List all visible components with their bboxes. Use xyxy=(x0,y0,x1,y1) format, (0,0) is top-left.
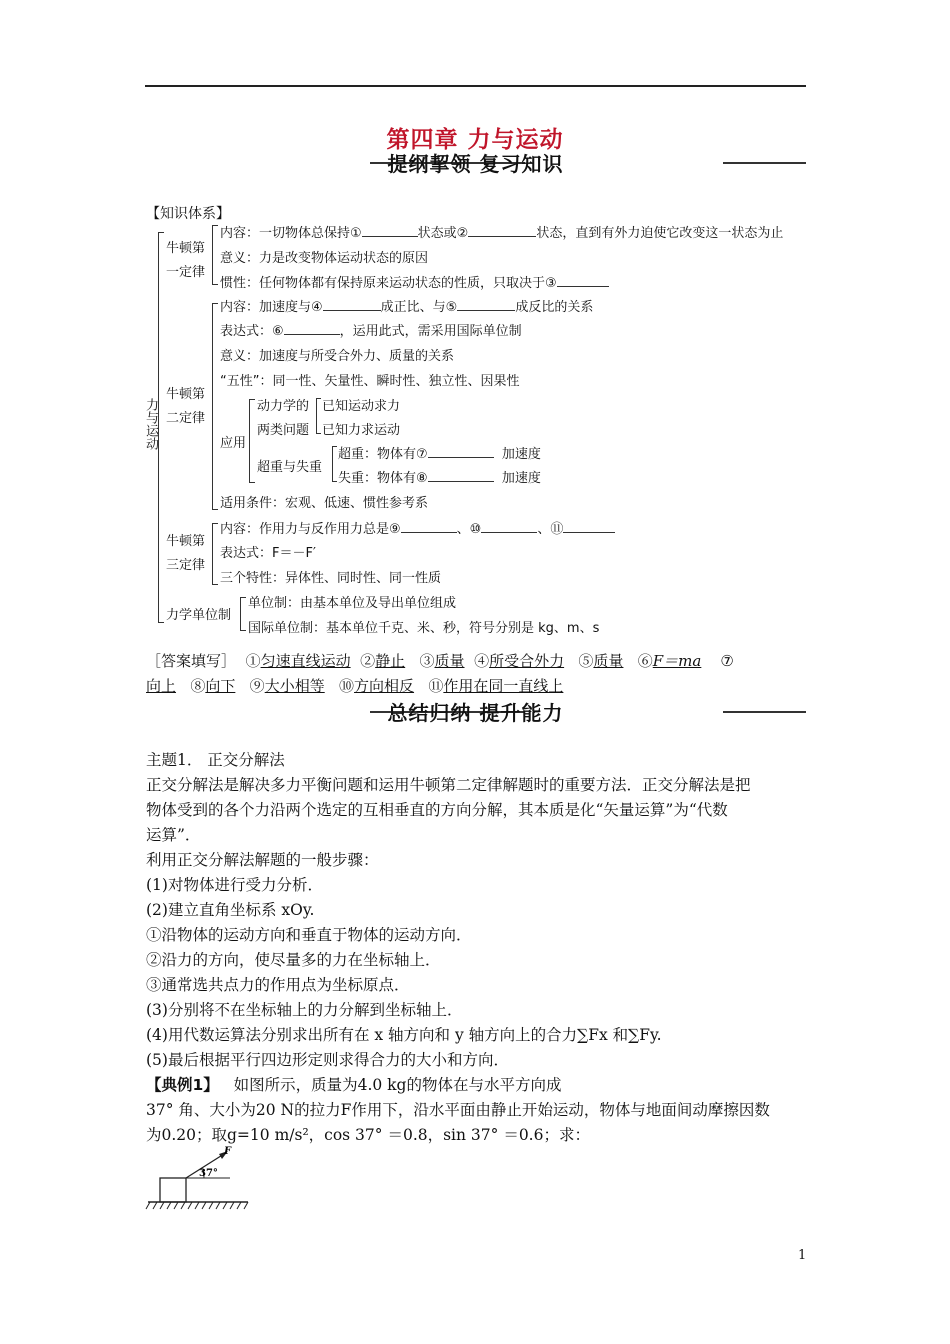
chapter-title: 第四章 力与运动 xyxy=(386,127,564,153)
answers-line-1: ［答案填写］ ①匀速直线运动 ②静止 ③质量 ④所受合外力 ⑤质量 ⑥F＝ma ⑦ xyxy=(146,652,734,670)
section-banner-summary xyxy=(145,697,806,727)
root-bracket xyxy=(158,232,159,622)
law1-label-1: 牛顿第 xyxy=(166,241,206,256)
units-system: 单位制：由基本单位及导出单位组成 xyxy=(248,596,457,611)
dynamics-label-2: 两类问题 xyxy=(257,423,310,438)
topic-title: 主题1． 正交分解法 xyxy=(146,751,285,769)
force-label: F xyxy=(224,1146,232,1157)
step-5: (5)最后根据平行四边形定则求得合力的大小和方向． xyxy=(146,1051,509,1069)
angle-label: 37° xyxy=(199,1168,218,1179)
law1-inertia: 惯性：任何物体都有保持原来运动状态的性质，只取决于③ xyxy=(220,272,609,291)
block xyxy=(160,1178,186,1202)
banner-title: 提纲挈领 复习知识 xyxy=(387,152,564,176)
topic-p1: 正交分解法是解决多力平衡问题和运用牛顿第二定律解题时的重要方法．正交分解法是把 xyxy=(146,776,751,794)
weightless-line: 失重：物体有⑧ 加速度 xyxy=(338,467,541,486)
law3-label-2: 三定律 xyxy=(166,558,206,573)
law1-bracket xyxy=(212,225,218,285)
law1-content: 内容：一切物体总保持① 状态或② 状态，直到有外力迫使它改变这一状态为止 xyxy=(220,222,783,241)
section-banner-review xyxy=(145,148,806,178)
law3-label-1: 牛顿第 xyxy=(166,534,206,549)
step-2: (2)建立直角坐标系 xOy. xyxy=(146,901,315,919)
dynamics-a: 已知运动求力 xyxy=(322,399,401,414)
topic-p2: 物体受到的各个力沿两个选定的互相垂直的方向分解，其本质是化“矢量运算”为“代数 xyxy=(146,801,728,819)
topic-p3: 运算”． xyxy=(146,826,201,844)
step-2a: ①沿物体的运动方向和垂直于物体的运动方向． xyxy=(146,926,472,944)
dynamics-label-1: 动力学的 xyxy=(257,399,310,414)
law2-condition: 适用条件：宏观、低速、惯性参考系 xyxy=(220,496,429,511)
overweight-bracket xyxy=(332,446,337,482)
law3-content: 内容：作用力与反作用力总是⑨ 、⑩ 、⑪ xyxy=(220,518,615,537)
law3-expression: 表达式：F＝－F′ xyxy=(220,546,316,561)
law2-content: 内容：加速度与④ 成正比、与⑤ 成反比的关系 xyxy=(220,296,593,315)
banner-title: 总结归纳 提升能力 xyxy=(387,701,564,725)
units-si: 国际单位制：基本单位千克、米、秒，符号分别是 kg、m、s xyxy=(248,621,600,636)
step-3: (3)分别将不在坐标轴上的力分解到坐标轴上． xyxy=(146,1001,463,1019)
root-label: 力与运动 xyxy=(143,398,158,450)
step-4: (4)用代数运算法分别求出所有在 x 轴方向和 y 轴方向上的合力∑Fx 和∑Fy. xyxy=(146,1026,662,1044)
example-figure xyxy=(140,1140,260,1215)
law2-bracket xyxy=(212,303,218,510)
answers-line-2: 向上 ⑧向下 ⑨大小相等 ⑩方向相反 ⑪作用在同一直线上 xyxy=(146,677,564,695)
page-number: 1 xyxy=(798,1248,807,1263)
law2-label-2: 二定律 xyxy=(166,411,206,426)
example-line-2: 37° 角、大小为20 N的拉力F作用下，沿水平面由静止开始运动，物体与地面间动摩擦因数 xyxy=(146,1101,770,1119)
law2-meaning: 意义：加速度与所受合外力、质量的关系 xyxy=(220,349,455,364)
example-line-1: 【典例1】 如图所示，质量为4.0 kg的物体在与水平方向成 xyxy=(146,1076,562,1094)
units-label: 力学单位制 xyxy=(166,608,232,623)
law1-meaning: 意义：力是改变物体运动状态的原因 xyxy=(220,251,429,266)
law1-label-2: 一定律 xyxy=(166,265,206,280)
steps-intro: 利用正交分解法解题的一般步骤： xyxy=(146,851,379,869)
law3-three: 三个特性：异体性、同时性、同一性质 xyxy=(220,571,442,586)
example-line-3: 为0.20；取g=10 m/s²，cos 37° ＝0.8，sin 37° ＝0.6；求： xyxy=(146,1126,590,1144)
overweight-label: 超重与失重 xyxy=(257,460,323,475)
step-2b: ②沿力的方向，使尽量多的力在坐标轴上． xyxy=(146,951,441,969)
ground-hatch xyxy=(146,1202,248,1209)
application-bracket xyxy=(249,399,255,483)
law2-application-label: 应用 xyxy=(220,436,247,451)
top-rule xyxy=(145,85,806,87)
law2-label-1: 牛顿第 xyxy=(166,387,206,402)
knowledge-heading: 【知识体系】 xyxy=(146,206,230,222)
overweight-line: 超重：物体有⑦ 加速度 xyxy=(338,443,541,462)
dynamics-bracket xyxy=(316,398,321,434)
step-1: (1)对物体进行受力分析． xyxy=(146,876,323,894)
units-bracket xyxy=(240,597,246,631)
step-2c: ③通常选共点力的作用点为坐标原点． xyxy=(146,976,410,994)
law2-expression: 表达式：⑥ ，运用此式，需采用国际单位制 xyxy=(220,320,522,339)
law3-bracket xyxy=(212,523,218,585)
dynamics-b: 已知力求运动 xyxy=(322,423,401,438)
law2-five: “五性”：同一性、矢量性、瞬时性、独立性、因果性 xyxy=(220,374,520,389)
